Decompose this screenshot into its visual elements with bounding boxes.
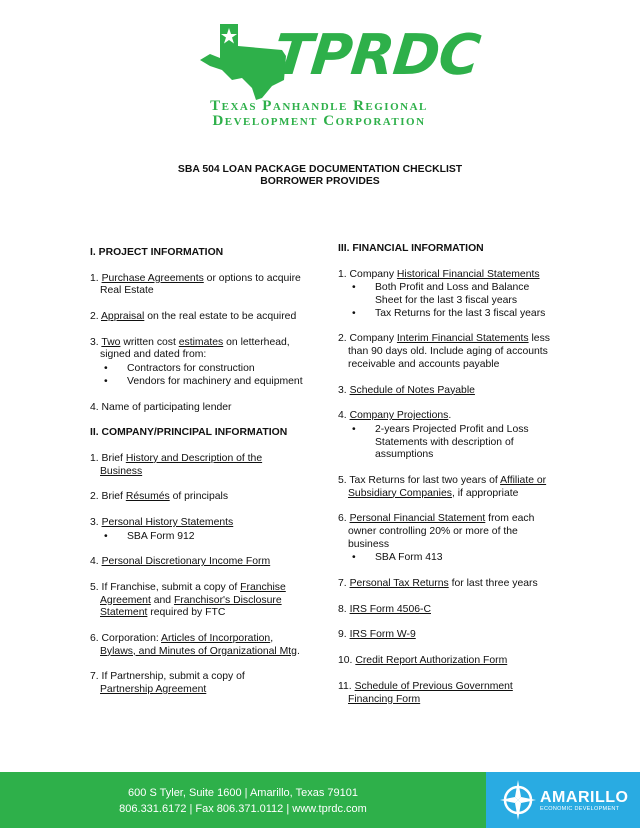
checklist-item bbox=[90, 582, 310, 620]
doc-link-interim-financials[interactable]: Interim Financial Statements bbox=[396, 333, 529, 345]
doc-link-purchase-agreements[interactable]: Purchase Agreements bbox=[101, 272, 204, 284]
item-text: . bbox=[296, 645, 300, 657]
compass-icon bbox=[498, 778, 538, 822]
doc-link-franchisor-disclosure[interactable]: Franchisor's Disclosure bbox=[173, 594, 282, 606]
doc-link-estimates[interactable]: estimates bbox=[178, 336, 224, 348]
checklist-item bbox=[90, 273, 310, 298]
checklist-item bbox=[338, 655, 553, 668]
title-line1: SBA 504 LOAN PACKAGE DOCUMENTATION CHECKLIST bbox=[177, 164, 463, 175]
item-text: of principals bbox=[169, 491, 229, 503]
checklist-item bbox=[90, 453, 310, 478]
item-text: written cost bbox=[120, 336, 179, 348]
doc-link-franchise-agreement[interactable]: Franchise bbox=[240, 582, 286, 593]
item-text-cont: signed and dated from: bbox=[100, 349, 207, 361]
section-heading-company: II. COMPANY/PRINCIPAL INFORMATION bbox=[90, 427, 288, 439]
checklist-item bbox=[338, 333, 553, 371]
item-number: 9. bbox=[338, 629, 350, 641]
doc-link-franchise-agreement-cont[interactable]: Agreement bbox=[100, 594, 151, 606]
doc-link-resumes[interactable]: Résumés bbox=[125, 491, 170, 503]
item-number: 7. bbox=[338, 578, 350, 590]
item-text: 1. Company bbox=[338, 268, 397, 280]
doc-link-notes-payable[interactable]: Schedule of Notes Payable bbox=[349, 384, 475, 396]
checklist-item bbox=[338, 513, 553, 565]
right-column bbox=[338, 243, 553, 719]
item-text: for last three years bbox=[448, 578, 538, 590]
doc-link-personal-financial-statement[interactable]: Personal Financial Statement bbox=[349, 513, 486, 525]
item-text: on the real estate to be acquired bbox=[144, 311, 297, 323]
doc-link-personal-history[interactable]: Personal History Statements bbox=[101, 516, 234, 528]
checklist-item bbox=[90, 311, 310, 324]
doc-link-credit-report[interactable]: Credit Report Authorization Form bbox=[355, 655, 508, 667]
item-text-cont: owner controlling 20% or more of the bbox=[348, 526, 518, 537]
bullet-item: • SBA Form 413 bbox=[352, 552, 553, 565]
checklist-item bbox=[90, 337, 310, 389]
item-number: 2. Brief bbox=[90, 491, 126, 503]
doc-link-previous-financing[interactable]: Schedule of Previous Government bbox=[354, 680, 513, 692]
item-text-cont: business bbox=[348, 538, 390, 550]
doc-link-history[interactable]: History and Description of the bbox=[125, 452, 263, 464]
checklist-item bbox=[338, 410, 553, 462]
item-number: 4. bbox=[338, 410, 350, 422]
item-number: 2. bbox=[90, 311, 101, 323]
footer-address: 600 S Tyler, Suite 1600 | Amarillo, Texas 79101 bbox=[128, 787, 358, 799]
item-text: or options to acquire bbox=[203, 272, 301, 284]
doc-link-historical-financials[interactable]: Historical Financial Statements bbox=[396, 268, 540, 280]
section-heading-project: I. PROJECT INFORMATION bbox=[90, 247, 224, 258]
item-number: 3. bbox=[338, 384, 350, 396]
org-name-line2: Development Corporation bbox=[212, 113, 426, 129]
doc-link-irs-w9[interactable]: IRS Form W-9 bbox=[349, 629, 416, 641]
item-text-cont: than 90 days old. Include aging of accounts bbox=[348, 346, 548, 358]
bullet-item: • 2-years Projected Profit and Loss Statements with description of assumptions bbox=[352, 424, 553, 462]
bullet-list bbox=[338, 282, 553, 320]
bullet-item: • Tax Returns for the last 3 fiscal years bbox=[352, 308, 553, 321]
checklist-item bbox=[90, 402, 310, 415]
doc-link-projections[interactable]: Company Projections bbox=[349, 410, 449, 422]
item-number: 1. Brief bbox=[90, 452, 126, 464]
checklist-item bbox=[90, 517, 310, 543]
partner-panel bbox=[486, 772, 640, 828]
tprdc-logo bbox=[190, 22, 483, 132]
footer-bar bbox=[0, 772, 640, 828]
item-text: , if appropriate bbox=[451, 487, 519, 499]
checklist-item bbox=[338, 681, 553, 706]
item-number: 6. bbox=[338, 513, 350, 525]
item-text: . bbox=[448, 410, 452, 422]
checklist-item bbox=[90, 633, 310, 658]
item-number: 3. bbox=[90, 336, 102, 348]
partner-subtitle: ECONOMIC DEVELOPMENT bbox=[540, 806, 620, 812]
item-text: 5. Tax Returns for last two years of bbox=[338, 474, 501, 486]
item-text: less bbox=[528, 333, 550, 345]
bullet-list bbox=[338, 424, 553, 462]
item-text: 4. Name of participating lender bbox=[90, 401, 232, 413]
document-title bbox=[0, 164, 640, 189]
checklist-item bbox=[338, 385, 553, 398]
doc-link-history-cont[interactable]: Business bbox=[100, 465, 143, 477]
org-name-line1: Texas Panhandle Regional bbox=[210, 98, 428, 114]
item-text: 5. If Franchise, submit a copy of bbox=[90, 582, 241, 593]
bullet-item: • SBA Form 912 bbox=[104, 531, 310, 544]
bullet-list bbox=[338, 552, 553, 565]
doc-link-affiliate[interactable]: Affiliate or bbox=[500, 474, 547, 486]
bullet-item: • Both Profit and Loss and Balance Sheet for the last 3 fiscal years bbox=[352, 282, 553, 307]
item-number: 3. bbox=[90, 516, 102, 528]
amarillo-logo bbox=[496, 776, 636, 824]
checklist-item bbox=[90, 556, 310, 569]
doc-link-personal-tax-returns[interactable]: Personal Tax Returns bbox=[349, 578, 449, 590]
item-text: , bbox=[270, 633, 274, 645]
checklist-item bbox=[90, 491, 310, 504]
doc-link-articles[interactable]: Articles of Incorporation bbox=[161, 633, 271, 645]
checklist-item bbox=[338, 604, 553, 617]
partner-name: AMARILLO bbox=[540, 789, 629, 806]
item-text: required by FTC bbox=[147, 607, 226, 619]
checklist-item bbox=[338, 578, 553, 591]
bullet-item: • Vendors for machinery and equipment bbox=[104, 376, 310, 389]
bullet-list bbox=[90, 363, 310, 388]
item-text: 2. Company bbox=[338, 333, 397, 345]
doc-link-previous-financing-cont[interactable]: Financing Form bbox=[348, 693, 421, 705]
item-number: 4. bbox=[90, 556, 102, 568]
doc-link-affiliate-cont[interactable]: Subsidiary Companies bbox=[348, 487, 452, 499]
doc-link-two[interactable]: Two bbox=[101, 336, 121, 348]
item-text: from each bbox=[485, 513, 535, 525]
checklist-item bbox=[338, 475, 553, 500]
checklist-item bbox=[90, 671, 310, 696]
doc-link-discretionary-income[interactable]: Personal Discretionary Income Form bbox=[101, 556, 271, 568]
section-heading-financial: III. FINANCIAL INFORMATION bbox=[338, 243, 484, 254]
item-text: 6. Corporation: bbox=[90, 633, 162, 645]
item-text: and bbox=[150, 594, 174, 606]
footer-contact: 806.331.6172 | Fax 806.371.0112 | www.tprdc.com bbox=[119, 803, 367, 815]
item-text: 7. If Partnership, submit a copy of bbox=[90, 671, 245, 683]
item-number: 10. bbox=[338, 655, 356, 667]
bullet-list bbox=[90, 531, 310, 544]
title-line2: BORROWER PROVIDES bbox=[260, 176, 380, 188]
item-number: 11. bbox=[338, 680, 355, 692]
left-column bbox=[90, 247, 310, 710]
checklist-item bbox=[338, 629, 553, 642]
doc-link-franchisor-disclosure-cont[interactable]: Statement bbox=[100, 607, 148, 619]
checklist-item bbox=[338, 269, 553, 321]
doc-link-partnership[interactable]: Partnership Agreement bbox=[100, 684, 207, 696]
doc-link-appraisal[interactable]: Appraisal bbox=[100, 311, 145, 323]
item-number: 1. bbox=[90, 272, 102, 284]
doc-link-bylaws[interactable]: Bylaws, and Minutes of Organizational Mtg bbox=[100, 645, 297, 657]
item-text-cont: receivable and accounts payable bbox=[348, 358, 500, 370]
logo-wordmark: TPRDC bbox=[270, 23, 483, 88]
doc-link-irs-4506c[interactable]: IRS Form 4506-C bbox=[349, 603, 431, 615]
bullet-item: • Contractors for construction bbox=[104, 363, 310, 376]
item-number: 8. bbox=[338, 603, 350, 615]
item-text: on letterhead, bbox=[223, 336, 290, 348]
item-text-cont: Real Estate bbox=[100, 285, 154, 297]
